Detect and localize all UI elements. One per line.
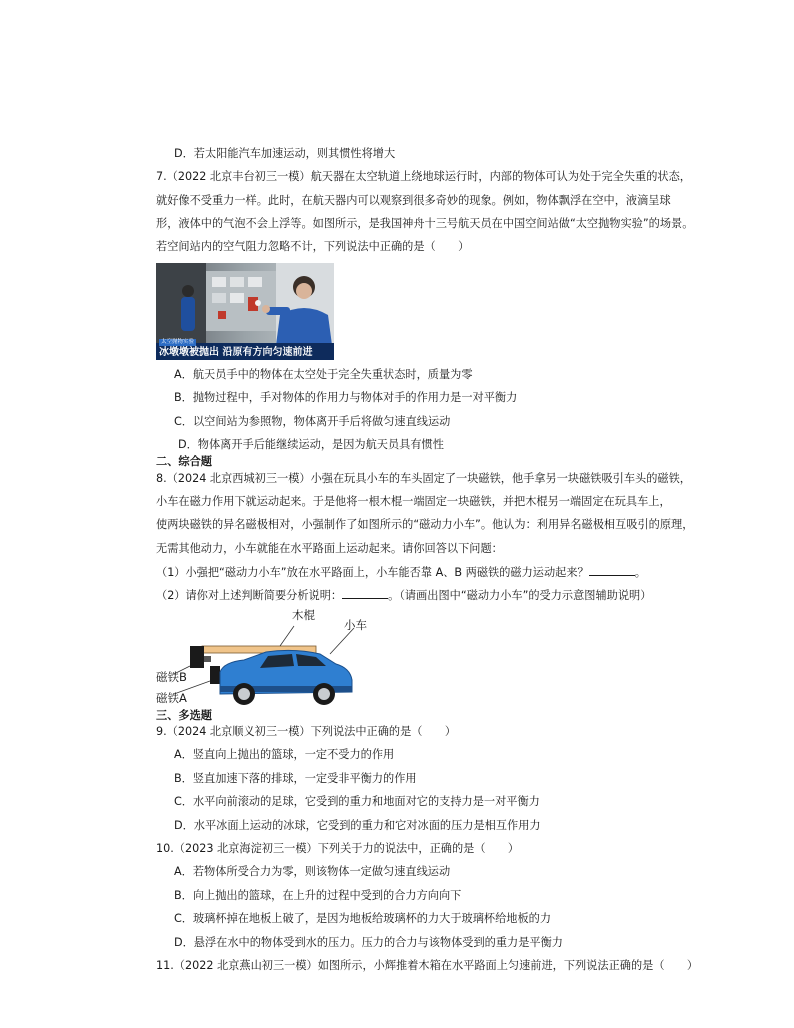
q9-stem: 9.（2024 北京顺义初三一模）下列说法中正确的是（ ） xyxy=(156,725,457,738)
q9-option-c: C．水平向前滚动的足球，它受到的重力和地面对它的支持力是一对平衡力 xyxy=(174,795,540,808)
q8-stem-line1: 8.（2024 北京西城初三一模）小强在玩具小车的车头固定了一块磁铁，他手拿另一块磁铁吸引车头的磁铁， xyxy=(156,472,691,485)
label-magnet-b: 磁铁B xyxy=(156,670,187,684)
q6-option-d: D．若太阳能汽车加速运动，则其惯性将增大 xyxy=(174,147,396,160)
q7-stem-line2: 就好像不受重力一样。此时，在航天器内可以观察到很多奇妙的现象。例如，物体飘浮在空中，液滴呈球 xyxy=(156,194,671,207)
q11-stem: 11.（2022 北京燕山初三一模）如图所示，小辉推着木箱在水平路面上匀速前进，下列说法正确的是（ ） xyxy=(156,959,699,972)
q7-stem-line1: 7.（2022 北京丰台初三一模）航天器在太空轨道上绕地球运行时，内部的物体可认为处于完全失重的状态， xyxy=(156,170,691,183)
q8-sub2-blank[interactable] xyxy=(342,587,388,599)
magnet-car-drawing xyxy=(154,606,374,710)
photo-tag: 太空抛物实验 xyxy=(161,339,195,345)
q7-option-a: A．航天员手中的物体在太空处于完全失重状态时，质量为零 xyxy=(174,368,473,381)
magnet-car-diagram xyxy=(154,606,374,710)
q7-stem-line4: 若空间站内的空气阻力忽略不计，下列说法中正确的是（ ） xyxy=(156,240,470,253)
q10-stem: 10.（2023 北京海淀初三一模）下列关于力的说法中，正确的是（ ） xyxy=(156,842,520,855)
label-car: 小车 xyxy=(344,618,367,632)
q9-option-b: B．竖直加速下落的排球，一定受非平衡力的作用 xyxy=(174,772,417,785)
q10-option-b: B．向上抛出的篮球，在上升的过程中受到的合力方向向下 xyxy=(174,889,462,902)
q8-stem-line3: 使两块磁铁的异名磁极相对，小强制作了如图所示的“磁动力小车”。他认为：利用异名磁极相互吸引的原理， xyxy=(156,518,694,531)
label-magnet-a: 磁铁A xyxy=(156,691,187,705)
q10-option-a: A．若物体所受合力为零，则该物体一定做匀速直线运动 xyxy=(174,865,451,878)
q8-sub2-text: （2）请你对上述判断简要分析说明： xyxy=(156,589,343,602)
q7-option-d: D．物体离开手后能继续运动，是因为航天员具有惯性 xyxy=(178,438,444,451)
q10-option-d: D．悬浮在水中的物体受到水的压力。压力的合力与该物体受到的重力是平衡力 xyxy=(174,936,563,949)
q8-sub2 xyxy=(156,587,651,604)
q7-option-c: C．以空间站为参照物，物体离开手后将做匀速直线运动 xyxy=(174,415,451,428)
q8-sub1-end: 。 xyxy=(634,566,646,579)
q8-sub1-blank[interactable] xyxy=(589,564,635,576)
q8-stem-line2: 小车在磁力作用下就运动起来。于是他将一根木棍一端固定一块磁铁，并把木棍另一端固定在玩具车上， xyxy=(156,495,671,508)
section-2-heading: 二、综合题 xyxy=(156,455,212,468)
photo-caption: 冰墩墩被抛出 沿原有方向匀速前进 xyxy=(159,347,313,358)
label-stick: 木棍 xyxy=(292,608,315,622)
q8-sub2-end: 。（请画出图中“磁动力小车”的受力示意图辅助说明） xyxy=(388,589,652,602)
q9-option-d: D．水平冰面上运动的冰球，它受到的重力和它对冰面的压力是相互作用力 xyxy=(174,819,541,832)
section-3-heading: 三、多选题 xyxy=(156,709,212,722)
q9-option-a: A．竖直向上抛出的篮球，一定不受力的作用 xyxy=(174,748,395,761)
q8-sub1-text: （1）小强把“磁动力小车”放在水平路面上，小车能否靠 A、B 两磁铁的磁力运动起来？ xyxy=(156,566,589,579)
q10-option-c: C．玻璃杯掉在地板上破了，是因为地板给玻璃杯的力大于玻璃杯给地板的力 xyxy=(174,912,552,925)
q7-stem-line3: 形，液体中的气泡不会上浮等。如图所示，是我国神舟十三号航天员在中国空间站做“太空抛物实验”的场景。 xyxy=(156,217,694,230)
space-station-photo xyxy=(156,263,334,360)
q8-sub1 xyxy=(156,564,646,581)
q8-stem-line4: 无需其他动力，小车就能在水平路面上运动起来。请你回答以下问题： xyxy=(156,542,503,555)
q7-option-b: B．抛物过程中，手对物体的作用力与物体对手的作用力是一对平衡力 xyxy=(174,391,518,404)
